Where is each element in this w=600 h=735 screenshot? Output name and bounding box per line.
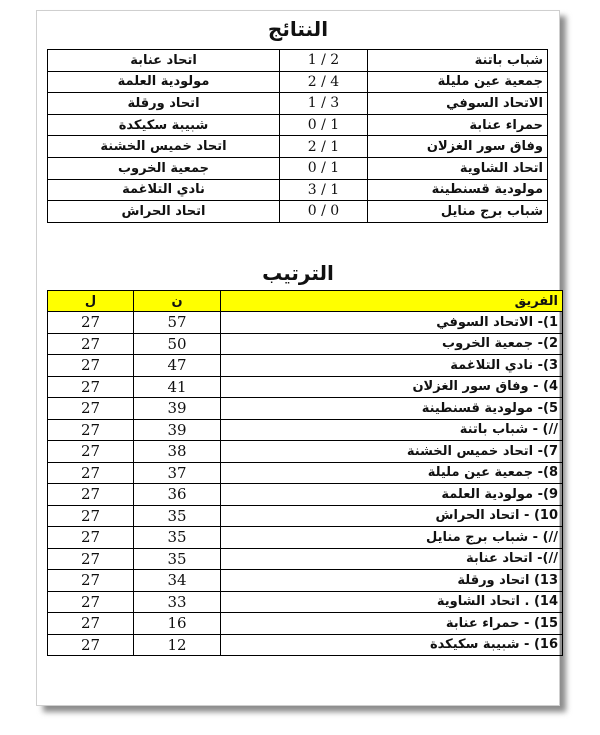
home-team: اتحاد الشاوية [368, 157, 548, 179]
games-played: 27 [48, 419, 134, 441]
home-team: مولودية قسنطينة [368, 179, 548, 201]
result-row [48, 157, 548, 179]
results-title: النتائج [267, 17, 329, 41]
points: 33 [134, 591, 221, 613]
points: 39 [134, 419, 221, 441]
games-played: 27 [48, 591, 134, 613]
away-team: مولودية العلمة [48, 71, 280, 93]
team-name: 1)- الاتحاد السوفي [221, 312, 563, 334]
standing-row [48, 548, 563, 570]
team-name: //) - شباب باتنة [221, 419, 563, 441]
points: 34 [134, 570, 221, 592]
team-name: 7)- اتحاد خميس الخشنة [221, 441, 563, 463]
standing-row [48, 527, 563, 549]
team-name: 4) - وفاق سور الغزلان [221, 376, 563, 398]
home-team: شباب برج منايل [368, 201, 548, 223]
points: 35 [134, 548, 221, 570]
standing-row [48, 398, 563, 420]
games-played: 27 [48, 548, 134, 570]
standing-row [48, 333, 563, 355]
games-played: 27 [48, 570, 134, 592]
match-score: 1 / 3 [280, 93, 368, 115]
result-row [48, 201, 548, 223]
standing-row [48, 484, 563, 506]
points: 36 [134, 484, 221, 506]
points: 35 [134, 527, 221, 549]
home-team: شباب باتنة [368, 50, 548, 72]
team-name: 16) - شبيبة سكيكدة [221, 634, 563, 656]
standing-row [48, 312, 563, 334]
games-played: 27 [48, 484, 134, 506]
standings-title: الترتيب [262, 261, 334, 285]
points: 12 [134, 634, 221, 656]
result-row [48, 50, 548, 72]
away-team: اتحاد خميس الخشنة [48, 136, 280, 158]
away-team: شبيبة سكيكدة [48, 114, 280, 136]
result-row [48, 71, 548, 93]
points: 35 [134, 505, 221, 527]
away-team: اتحاد عنابة [48, 50, 280, 72]
home-team: الاتحاد السوفي [368, 93, 548, 115]
points: 47 [134, 355, 221, 377]
standing-row [48, 462, 563, 484]
result-row [48, 136, 548, 158]
standings-header-row [48, 291, 563, 312]
games-played: 27 [48, 398, 134, 420]
match-score: 0 / 0 [280, 201, 368, 223]
games-played: 27 [48, 505, 134, 527]
games-played: 27 [48, 355, 134, 377]
games-played: 27 [48, 462, 134, 484]
points: 57 [134, 312, 221, 334]
header-played: ل [48, 291, 134, 312]
result-row [48, 179, 548, 201]
standing-row [48, 634, 563, 656]
result-row [48, 93, 548, 115]
points: 37 [134, 462, 221, 484]
games-played: 27 [48, 376, 134, 398]
standing-row [48, 376, 563, 398]
points: 41 [134, 376, 221, 398]
team-name: 10) - اتحاد الحراش [221, 505, 563, 527]
team-name: 3)- نادي التلاغمة [221, 355, 563, 377]
home-team: وفاق سور الغزلان [368, 136, 548, 158]
home-team: حمراء عنابة [368, 114, 548, 136]
points: 39 [134, 398, 221, 420]
match-score: 3 / 1 [280, 179, 368, 201]
home-team: جمعية عين مليلة [368, 71, 548, 93]
team-name: 9)- مولودية العلمة [221, 484, 563, 506]
team-name: 8)- جمعية عين مليلة [221, 462, 563, 484]
points: 50 [134, 333, 221, 355]
match-score: 0 / 1 [280, 157, 368, 179]
standing-row [48, 613, 563, 635]
match-score: 1 / 2 [280, 50, 368, 72]
team-name: 14) . اتحاد الشاوية [221, 591, 563, 613]
standing-row [48, 419, 563, 441]
away-team: نادي التلاغمة [48, 179, 280, 201]
standing-row [48, 355, 563, 377]
standing-row [48, 505, 563, 527]
team-name: 13) اتحاد ورقلة [221, 570, 563, 592]
standings-table [47, 290, 563, 656]
team-name: 2)- جمعية الخروب [221, 333, 563, 355]
points: 38 [134, 441, 221, 463]
team-name: 5)- مولودية قسنطينة [221, 398, 563, 420]
team-name: //) - شباب برج منايل [221, 527, 563, 549]
games-played: 27 [48, 441, 134, 463]
match-score: 2 / 4 [280, 71, 368, 93]
header-points: ن [134, 291, 221, 312]
away-team: جمعية الخروب [48, 157, 280, 179]
header-team: الفريق [221, 291, 563, 312]
results-table [47, 49, 548, 223]
standing-row [48, 570, 563, 592]
standing-row [48, 591, 563, 613]
games-played: 27 [48, 613, 134, 635]
points: 16 [134, 613, 221, 635]
match-score: 2 / 1 [280, 136, 368, 158]
games-played: 27 [48, 333, 134, 355]
games-played: 27 [48, 527, 134, 549]
away-team: اتحاد الحراش [48, 201, 280, 223]
games-played: 27 [48, 634, 134, 656]
results-page [36, 10, 560, 706]
match-score: 0 / 1 [280, 114, 368, 136]
games-played: 27 [48, 312, 134, 334]
team-name: 15) - حمراء عنابة [221, 613, 563, 635]
standing-row [48, 441, 563, 463]
result-row [48, 114, 548, 136]
away-team: اتحاد ورقلة [48, 93, 280, 115]
team-name: //)- اتحاد عنابة [221, 548, 563, 570]
